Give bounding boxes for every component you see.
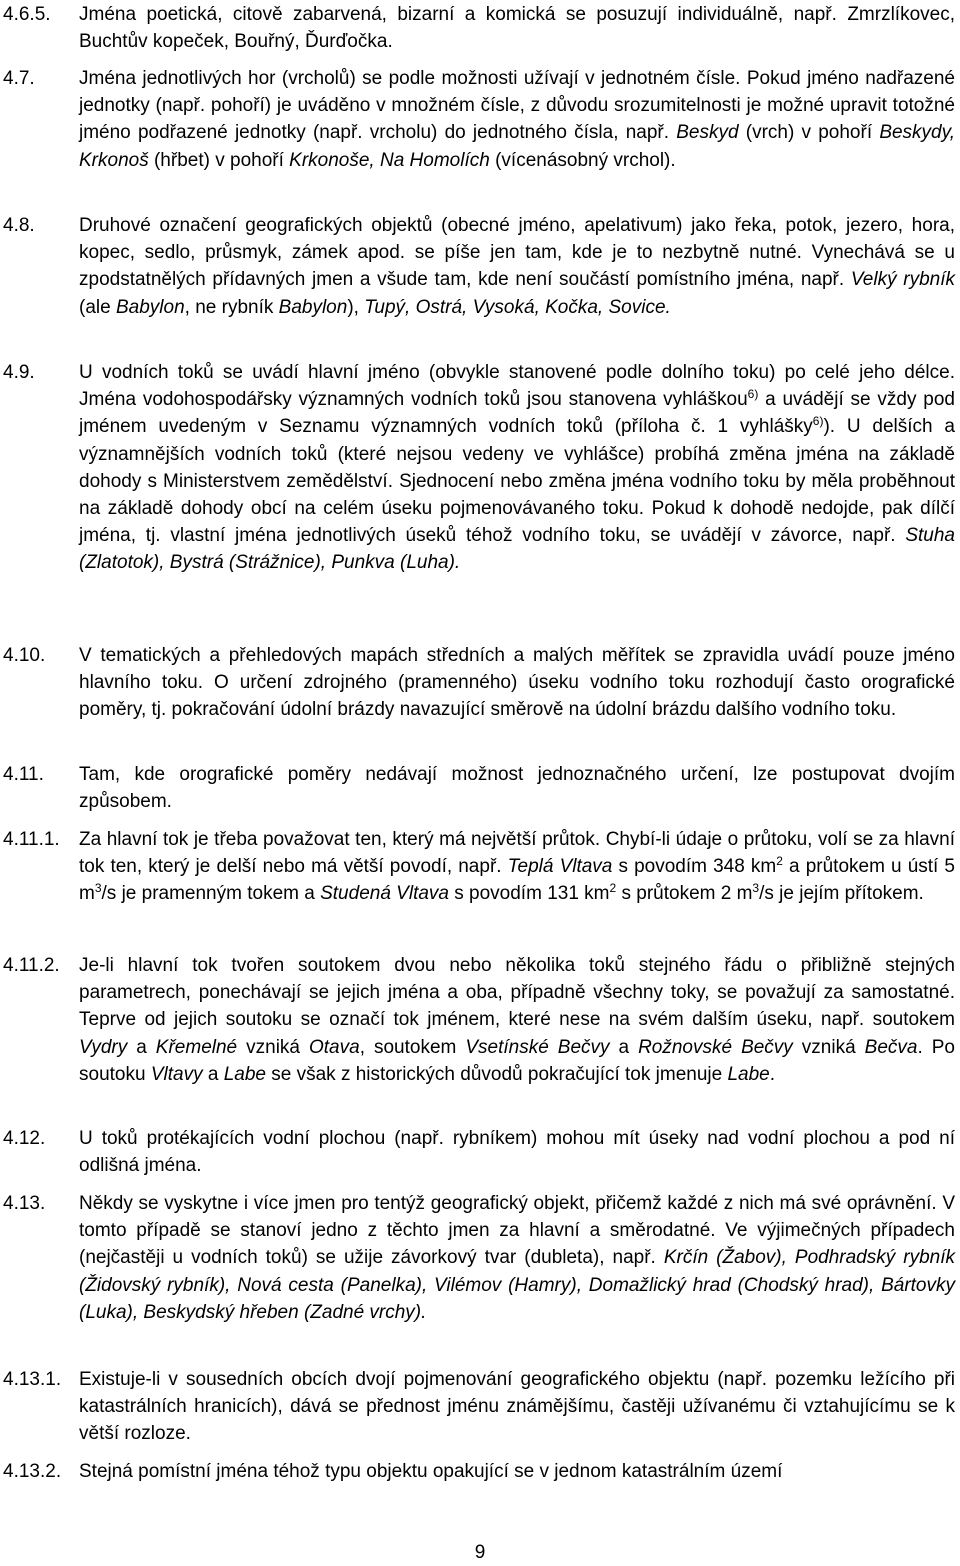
text-run: s průtokem 2 m <box>616 883 753 905</box>
clause-text <box>79 65 955 174</box>
clause-4-7 <box>0 65 960 174</box>
clause-number: 4.6.5. <box>3 4 51 25</box>
clause-number: 4.13.2. <box>3 1461 62 1482</box>
clause-text <box>79 826 955 908</box>
text-run: Za hlavní tok je třeba považovat ten, který má největší průtok. Chybí-li údaje o průtoku, volí se za hlavní tok ten, který je delší nebo má větší povodí, např. <box>79 829 955 878</box>
text-run: vzniká <box>792 1036 865 1058</box>
italic-text: Babylon <box>115 296 185 318</box>
text-run: , soutokem <box>359 1036 466 1058</box>
italic-text: Vltavy <box>150 1063 203 1085</box>
clause-4-8 <box>0 212 960 321</box>
italic-text: Otava <box>308 1036 360 1058</box>
text-run: a uvádějí se vždy pod jménem uvedeným v Seznamu významných vodních toků (příloha č. 1 vyhlášky <box>79 389 955 438</box>
clause-number: 4.12. <box>3 1128 46 1149</box>
clause-number: 4.13. <box>3 1193 46 1214</box>
clause-4-12 <box>0 1125 960 1179</box>
text-run: (hřbet) v pohoří <box>148 149 290 171</box>
clause-number: 4.11.1. <box>3 829 60 850</box>
clause-4-11-2 <box>0 952 960 1088</box>
italic-text: Vydry <box>79 1036 128 1058</box>
italic-text: Labe <box>223 1063 266 1085</box>
clause-4-6-5 <box>0 1 960 55</box>
clause-text <box>79 1 955 55</box>
clause-text <box>79 1366 955 1448</box>
text-run: Druhové označení geografických objektů (obecné jméno, apelativum) jako řeka, potok, jezero, hora, kopec, sedlo, průsmyk, zámek apod. se píše jen tam, kde je to nezbytně nutné. Vynechává se u zpodstatnělých přídavných jmen a všude tam, kde není součástí pomístního jména, např. <box>79 215 955 291</box>
italic-text: Teplá Vltava <box>507 856 613 878</box>
italic-text: Labe <box>727 1063 770 1085</box>
superscript-text: 6) <box>812 414 824 429</box>
superscript-text: 3 <box>94 881 102 896</box>
text-run: a <box>127 1036 156 1058</box>
text-run: . <box>769 1063 776 1085</box>
text-run: Někdy se vyskytne i více jmen pro tentýž geografický objekt, přičemž každé z nich má své oprávnění. V tomto případě se stanoví jedno z těchto jmen za hlavní a směrodatné. Ve výjimečných případech (nejčastěji u vodních toků) se užije závorkový tvar (dubleta), např. <box>79 1193 955 1269</box>
superscript-text: 6) <box>747 387 759 402</box>
italic-text: Krčín (Žabov), Podhradský rybník (Židovský rybník), Nová cesta (Panelka), Vilémov (Hamry), Domažlický hrad (Chodský hrad), Bártovky (Luka), Beskydský hřeben (Zadné vrchy). <box>79 1247 955 1323</box>
clause-text <box>79 1190 955 1326</box>
clause-4-11-1 <box>0 826 960 908</box>
clause-number: 4.8. <box>3 215 35 236</box>
text-run: a <box>609 1036 639 1058</box>
italic-text: Krkonoše, Na Homolích <box>289 149 490 171</box>
clause-text <box>79 1458 955 1485</box>
text-run: U vodních toků se uvádí hlavní jméno (obvykle stanovené podle dolního toku) po celé jeho délce. Jména vodohospodářsky významných vodních toků jsou stanovena vyhláškou <box>79 362 955 411</box>
clause-number: 4.11.2. <box>3 955 60 976</box>
text-run: a <box>202 1063 224 1085</box>
text-run: V tematických a přehledových mapách středních a malých měřítek se zpravidla uvádí pouze jméno hlavního toku. O určení zdrojného (pramenného) úseku vodního toku rozhodují často orografické poměry, tj. pokračování údolní brázdy navazující směrově na údolní brázdu dalšího vodního toku. <box>79 645 955 721</box>
text-run: , ne rybník <box>184 296 279 318</box>
superscript-text: 2 <box>609 881 617 896</box>
text-run: Existuje-li v sousedních obcích dvojí pojmenování geografického objektu (např. pozemku ležícího při katastrálních hranicích), dává se přednost jménu známějšímu, častěji užívanému či vztahujícímu se k větší rozloze. <box>79 1369 955 1445</box>
text-run: Je-li hlavní tok tvořen soutokem dvou nebo několika toků stejného řádu o přibližně stejných parametrech, ponechávají se jejich jména a oba, případně všechny toky, se považují za samostatné. Teprve od jejich soutoku se označí tok jménem, které nese na svém dalším úseku, např. soutokem <box>79 955 955 1031</box>
clause-4-13-2 <box>0 1458 960 1485</box>
clause-number: 4.11. <box>3 764 44 785</box>
text-run: ), <box>347 296 365 318</box>
italic-text: Tupý, Ostrá, Vysoká, Kočka, Sovice. <box>364 296 671 318</box>
clause-number: 4.7. <box>3 68 35 89</box>
italic-text: Rožnovské Bečvy <box>638 1036 793 1058</box>
text-run: Stejná pomístní jména téhož typu objektu opakující se v jednom katastrálním území <box>79 1461 783 1482</box>
clause-4-10 <box>0 642 960 724</box>
page-number: 9 <box>474 1542 486 1563</box>
italic-text: Babylon <box>278 296 348 318</box>
italic-text: Křemelné <box>155 1036 238 1058</box>
text-run: ). U delších a významnějších vodních toků (které nejsou vedeny ve vyhlášce) probíhá změna jména na základě dohody s Ministerstvem zemědělství. Sjednocení nebo změna jména vodního toku by měla proběhnout na základě dohody obcí na celém úseku pojmenovávaného toku. Pokud k dohodě nedojde, pak dílčí jména, tj. vlastní jména jednotlivých úseků téhož vodního toku, se uvádějí v závorce, např. <box>79 416 955 547</box>
italic-text: Bečva <box>864 1036 918 1058</box>
italic-text: Beskydy, Krkonoš <box>79 122 955 171</box>
text-run: U toků protékajících vodní plochou (např. rybníkem) mohou mít úseky nad vodní plochou a pod ní odlišná jména. <box>79 1128 955 1177</box>
superscript-text: 3 <box>752 881 760 896</box>
text-run: . Po soutoku <box>79 1036 955 1085</box>
text-run: /s je pramenným tokem a <box>101 883 321 905</box>
clause-text <box>79 212 955 321</box>
text-run: (vícenásobný vrchol). <box>489 149 676 171</box>
italic-text: Velký rybník <box>850 269 955 291</box>
clause-text <box>79 952 955 1088</box>
clause-text <box>79 1125 955 1179</box>
italic-text: Studená Vltava <box>320 883 449 905</box>
text-run: Jména poetická, citově zabarvená, bizarní a komická se posuzují individuálně, např. Zmrzlíkovec, Buchtův kopeček, Bouřný, Ďurďočka. <box>79 4 955 53</box>
text-run: /s je jejím přítokem. <box>759 883 924 905</box>
clause-text <box>79 761 955 815</box>
text-run: (vrch) v pohoří <box>738 122 880 144</box>
italic-text: Stuha (Zlatotok), Bystrá (Strážnice), Punkva (Luha). <box>79 525 955 574</box>
clause-number: 4.13.1. <box>3 1369 62 1390</box>
text-run: vzniká <box>237 1036 309 1058</box>
text-run: Jména jednotlivých hor (vrcholů) se podle možnosti užívají v jednotném čísle. Pokud jméno nadřazené jednotky (např. pohoří) je uváděno v množném čísle, z důvodu srozumitelnosti je možné upravit totožné jméno podřazené jednotky (např. vrcholu) do jednotného čísla, např. <box>79 68 955 144</box>
text-run: s povodím 348 km <box>612 856 777 878</box>
clause-4-9 <box>0 359 960 577</box>
text-run: se však z historických důvodů pokračující tok jmenuje <box>265 1063 728 1085</box>
clause-number: 4.9. <box>3 362 35 383</box>
clause-4-13-1 <box>0 1366 960 1448</box>
text-run: (ale <box>79 296 116 318</box>
italic-text: Vsetínské Bečvy <box>465 1036 610 1058</box>
text-run: s povodím 131 km <box>448 883 610 905</box>
text-run: Tam, kde orografické poměry nedávají možnost jednoznačného určení, lze postupovat dvojím způsobem. <box>79 764 955 813</box>
clause-4-13 <box>0 1190 960 1326</box>
clause-text <box>79 642 955 724</box>
superscript-text: 2 <box>776 854 783 869</box>
clause-4-11 <box>0 761 960 815</box>
clause-text <box>79 359 955 577</box>
text-run: a průtokem u ústí 5 m <box>79 856 956 905</box>
italic-text: Beskyd <box>676 122 739 144</box>
clause-number: 4.10. <box>3 645 46 666</box>
